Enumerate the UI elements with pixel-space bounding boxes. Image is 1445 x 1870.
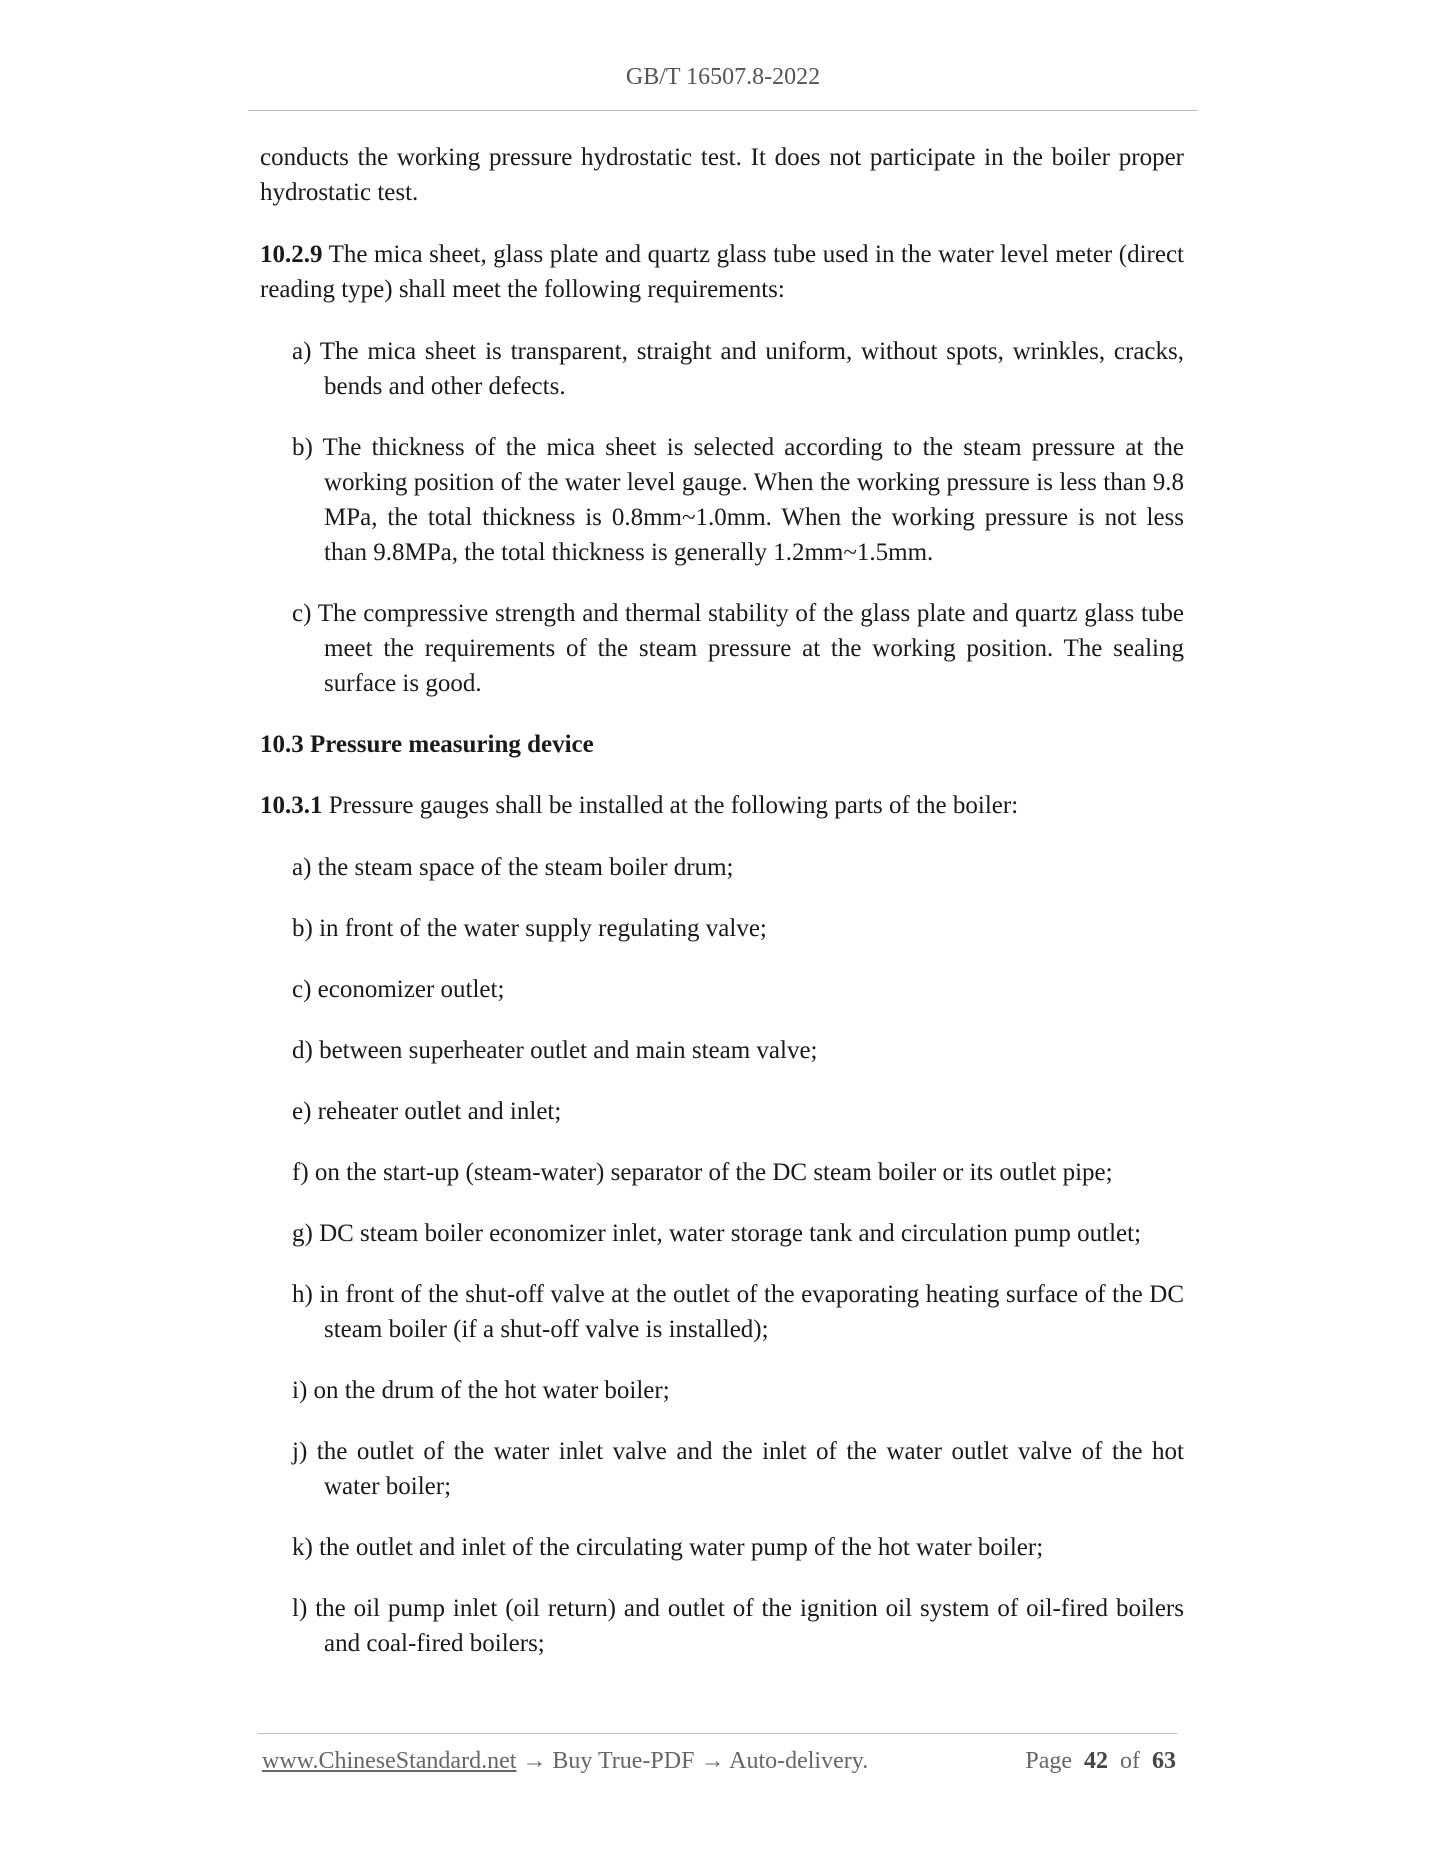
website-link[interactable]: www.ChineseStandard.net [262,1748,517,1774]
page-content [260,140,1184,1687]
clause-text: The mica sheet, glass plate and quartz glass tube used in the water level meter (direct reading type) shall meet the following requirements: [260,241,1184,303]
document-header [248,64,1198,91]
list-item: g) DC steam boiler economizer inlet, water storage tank and circulation pump outlet; [292,1220,1142,1247]
list-item: e) reheater outlet and inlet; [292,1098,562,1125]
footer-tagline: → Buy True-PDF → Auto-delivery. [516,1748,869,1774]
list-item: a) The mica sheet is transparent, straight and uniform, without spots, wrinkles, cracks, bends and other defects. [292,338,1184,400]
intro-paragraph: conducts the working pressure hydrostatic test. It does not participate in the boiler proper hydrostatic test. [260,144,1184,206]
clause-number: 10.3.1 [260,792,323,819]
footer-promo [262,1748,868,1775]
current-page-number: 42 [1084,1748,1108,1774]
header-divider [248,110,1198,111]
total-pages: 63 [1152,1748,1176,1774]
clause-10-3-1 [260,788,1184,823]
list-item: d) between superheater outlet and main steam valve; [292,1037,818,1064]
clause-10-2-9 [260,237,1184,307]
footer-divider [257,1733,1177,1734]
clause-number: 10.2.9 [260,241,323,268]
list-item: b) in front of the water supply regulating valve; [292,915,767,942]
list-item: c) economizer outlet; [292,976,505,1003]
page-label: Page [1025,1748,1072,1774]
list-item: f) on the start-up (steam-water) separator of the DC steam boiler or its outlet pipe; [292,1159,1113,1186]
list-item: i) on the drum of the hot water boiler; [292,1377,670,1404]
list-item: k) the outlet and inlet of the circulating water pump of the hot water boiler; [292,1534,1044,1561]
page-indicator [1025,1748,1176,1775]
of-label: of [1120,1748,1140,1774]
section-heading: 10.3 Pressure measuring device [260,731,594,758]
clause-text: Pressure gauges shall be installed at the following parts of the boiler: [322,792,1019,819]
list-item: h) in front of the shut-off valve at the outlet of the evaporating heating surface of the DC steam boiler (if a shut-off valve is installed); [292,1281,1184,1343]
list-item: c) The compressive strength and thermal stability of the glass plate and quartz glass tube meet the requirements of the steam pressure at the working position. The sealing surface is good. [292,600,1184,697]
list-item: l) the oil pump inlet (oil return) and outlet of the ignition oil system of oil-fired boilers and coal-fired boilers; [292,1595,1184,1657]
list-item: j) the outlet of the water inlet valve and the inlet of the water outlet valve of the hot water boiler; [292,1438,1184,1500]
document-id: GB/T 16507.8-2022 [625,64,821,90]
list-item: a) the steam space of the steam boiler drum; [292,854,734,881]
list-item: b) The thickness of the mica sheet is selected according to the steam pressure at the working position of the water level gauge. When the working pressure is less than 9.8 MPa, the total thickness is 0.8mm~1.0mm. When the working pressure is not less than 9.8MPa, the total thickness is generally 1.2mm~1.5mm. [292,434,1184,566]
